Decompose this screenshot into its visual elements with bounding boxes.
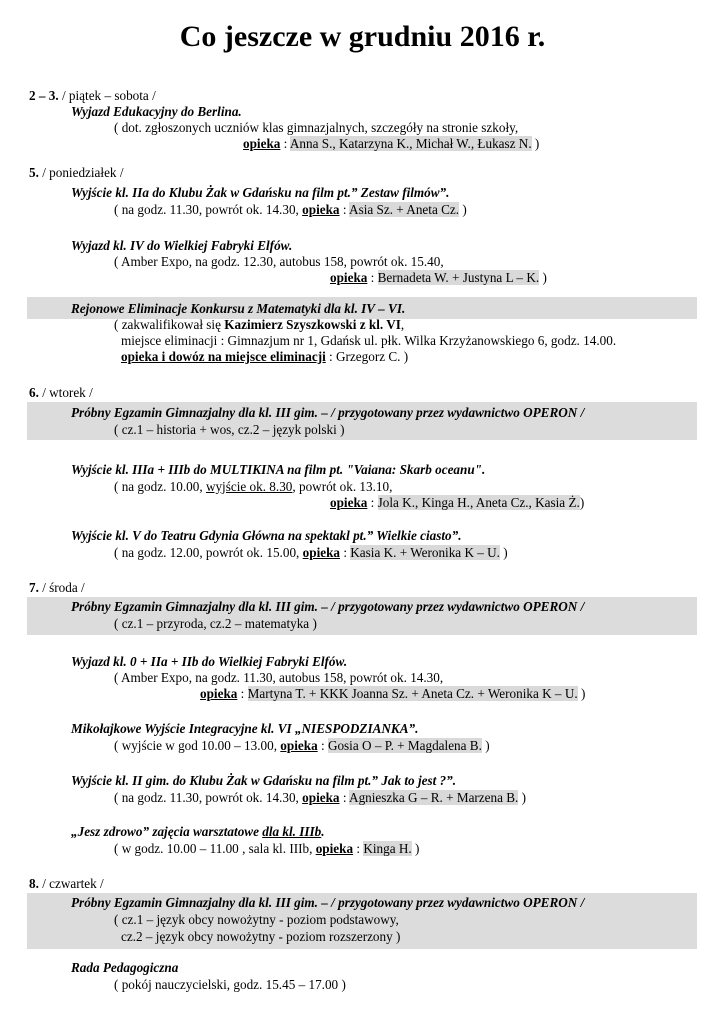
- target-class: dla kl. IIIb: [262, 824, 322, 839]
- event-detail: miejsce eliminacji : Gimnazjum nr 1, Gdańsk ul. płk. Wilka Krzyżanowskiego 6, godz. 14.00.: [121, 333, 617, 348]
- care-names: : Grzegorz C. ): [325, 349, 409, 364]
- event-title: Próbny Egzamin Gimnazjalny dla kl. III gim. – / przygotowany przez wydawnictwo OPERON /: [71, 405, 585, 420]
- event-detail: cz.2 – język obcy nowożytny - poziom rozszerzony ): [121, 929, 401, 944]
- event-title: Rada Pedagogiczna: [71, 960, 179, 975]
- day-number: 8.: [29, 876, 39, 891]
- event-detail: ( na godz. 11.30, powrót ok. 14.30, opieka : Agnieszka G – R. + Marzena B. ): [114, 790, 527, 805]
- event-detail-text: ( na godz. 11.30, powrót ok. 14.30,: [114, 202, 303, 217]
- close-paren: ): [499, 545, 508, 560]
- day-name: / poniedziałek /: [38, 165, 124, 180]
- event-detail: ( Amber Expo, na godz. 12.30, autobus 158, powrót ok. 15.40,: [114, 254, 444, 269]
- care-names: Martyna T. + KKK Joanna Sz. + Aneta Cz. + Weronika K – U.: [247, 686, 578, 701]
- close-paren: ): [531, 136, 540, 151]
- care-line: opieka : Martyna T. + KKK Joanna Sz. + Aneta Cz. + Weronika K – U. ): [200, 686, 586, 701]
- event-title: Wyjazd kl. IV do Wielkiej Fabryki Elfów.: [71, 238, 293, 253]
- event-detail: ( pokój nauczycielski, godz. 15.45 – 17.00 ): [114, 977, 346, 992]
- care-label: opieka: [330, 270, 368, 285]
- event-detail-text: ( na godz. 12.00, powrót ok. 15.00,: [114, 545, 303, 560]
- care-names: Asia Sz. + Aneta Cz.: [349, 202, 460, 217]
- event-detail-text: ( na godz. 11.30, powrót ok. 14.30,: [114, 790, 303, 805]
- care-line: opieka : Jola K., Kinga H., Aneta Cz., Kasia Ż.): [330, 495, 585, 510]
- care-line: opieka : Anna S., Katarzyna K., Michał W., Łukasz N. ): [243, 136, 540, 151]
- day-header-6: [29, 385, 93, 401]
- event-detail: ( cz.1 – historia + wos, cz.2 – język polski ): [114, 422, 345, 437]
- care-names: Agnieszka G – R. + Marzena B.: [349, 790, 519, 805]
- event-detail: ( wyjście w god 10.00 – 13.00, opieka : Gosia O – P. + Magdalena B. ): [114, 738, 490, 753]
- qualified-student: Kazimierz Szyszkowski z kl. VI: [224, 317, 401, 332]
- care-names: Anna S., Katarzyna K., Michał W., Łukasz N.: [289, 136, 532, 151]
- event-detail: ( cz.1 – język obcy nowożytny - poziom podstawowy,: [114, 912, 399, 927]
- day-header-5: [29, 165, 123, 181]
- care-label: opieka: [200, 686, 238, 701]
- care-label: opieka: [280, 738, 318, 753]
- day-name: / piątek – sobota /: [58, 88, 156, 103]
- departure-time: wyjście ok. 8.30: [205, 479, 293, 494]
- day-header-7: [29, 580, 85, 596]
- page-title: Co jeszcze w grudniu 2016 r.: [179, 20, 546, 53]
- day-number: 5.: [29, 165, 39, 180]
- care-line: [121, 349, 408, 365]
- event-title-text: „Jesz zdrowo” zajęcia warsztatowe: [71, 824, 263, 839]
- care-label: opieka: [330, 495, 368, 510]
- care-names: Kinga H.: [363, 841, 412, 856]
- day-number: 6.: [29, 385, 39, 400]
- event-title: [71, 824, 325, 840]
- event-detail: ( na godz. 12.00, powrót ok. 15.00, opieka : Kasia K. + Weronika K – U. ): [114, 545, 508, 560]
- day-name: / środa /: [38, 580, 85, 595]
- event-title: Wyjście kl. IIa do Klubu Żak w Gdańsku na film pt.” Zestaw filmów”.: [71, 185, 450, 200]
- care-names: Kasia K. + Weronika K – U.: [350, 545, 500, 560]
- close-paren: ): [411, 841, 420, 856]
- event-detail-text: ( na godz. 10.00,: [114, 479, 206, 494]
- event-detail: [114, 317, 404, 333]
- event-detail: ( na godz. 11.30, powrót ok. 14.30, opieka : Asia Sz. + Aneta Cz. ): [114, 202, 467, 217]
- close-paren: ): [579, 495, 585, 510]
- day-number: 7.: [29, 580, 39, 595]
- event-detail-text: ,: [400, 317, 405, 332]
- care-names: Jola K., Kinga H., Aneta Cz., Kasia Ż.: [377, 495, 580, 510]
- event-title: Próbny Egzamin Gimnazjalny dla kl. III gim. – / przygotowany przez wydawnictwo OPERON /: [71, 599, 585, 614]
- event-detail: ( w godz. 10.00 – 11.00 , sala kl. IIIb, opieka : Kinga H. ): [114, 841, 420, 856]
- care-label: opieka: [315, 841, 354, 856]
- event-detail-text: , powrót ok. 13.10,: [292, 479, 393, 494]
- event-title: Wyjazd kl. 0 + IIa + IIb do Wielkiej Fabryki Elfów.: [71, 654, 348, 669]
- event-title-text: .: [321, 824, 325, 839]
- day-name: / wtorek /: [38, 385, 93, 400]
- event-title: Próbny Egzamin Gimnazjalny dla kl. III gim. – / przygotowany przez wydawnictwo OPERON /: [71, 895, 585, 910]
- event-detail-text: ( zakwalifikował się: [114, 317, 225, 332]
- event-detail-text: ( wyjście w god 10.00 – 13.00,: [114, 738, 281, 753]
- event-detail-text: ( w godz. 10.00 – 11.00 , sala kl. IIIb,: [114, 841, 316, 856]
- close-paren: ): [459, 202, 467, 217]
- event-detail: [114, 479, 392, 495]
- close-paren: ): [481, 738, 490, 753]
- event-title: Rejonowe Eliminacje Konkursu z Matematyki dla kl. IV – VI.: [71, 301, 406, 316]
- event-title: Wyjście kl. IIIa + IIIb do MULTIKINA na film pt. "Vaiana: Skarb oceanu".: [71, 462, 486, 477]
- day-header-2-3: [29, 88, 156, 104]
- event-title: Wyjście kl. II gim. do Klubu Żak w Gdańsku na film pt.” Jak to jest ?”.: [71, 773, 457, 788]
- care-label: opieka: [302, 790, 340, 805]
- event-detail: ( cz.1 – przyroda, cz.2 – matematyka ): [114, 616, 317, 631]
- event-title: Mikołajkowe Wyjście Integracyjne kl. VI „NIESPODZIANKA”.: [71, 721, 419, 736]
- close-paren: ): [518, 790, 527, 805]
- care-line: opieka : Bernadeta W. + Justyna L – K. ): [330, 270, 547, 285]
- care-names: Bernadeta W. + Justyna L – K.: [377, 270, 540, 285]
- care-names: Gosia O – P. + Magdalena B.: [327, 738, 482, 753]
- day-name: / czwartek /: [38, 876, 104, 891]
- event-detail: ( Amber Expo, na godz. 11.30, autobus 158, powrót ok. 14.30,: [114, 670, 444, 685]
- close-paren: ): [539, 270, 547, 285]
- care-label: opieka i dowóz na miejsce eliminacji: [121, 349, 326, 364]
- event-title: Wyjście kl. V do Teatru Gdynia Główna na spektakl pt.” Wielkie ciasto”.: [71, 528, 462, 543]
- day-header-8: [29, 876, 104, 892]
- care-label: opieka: [243, 136, 281, 151]
- close-paren: ): [577, 686, 586, 701]
- day-number: 2 – 3.: [29, 88, 59, 103]
- event-detail: ( dot. zgłoszonych uczniów klas gimnazjalnych, szczegóły na stronie szkoły,: [114, 120, 519, 135]
- event-title: Wyjazd Edukacyjny do Berlina.: [71, 104, 242, 119]
- care-label: opieka: [302, 545, 341, 560]
- care-label: opieka: [302, 202, 340, 217]
